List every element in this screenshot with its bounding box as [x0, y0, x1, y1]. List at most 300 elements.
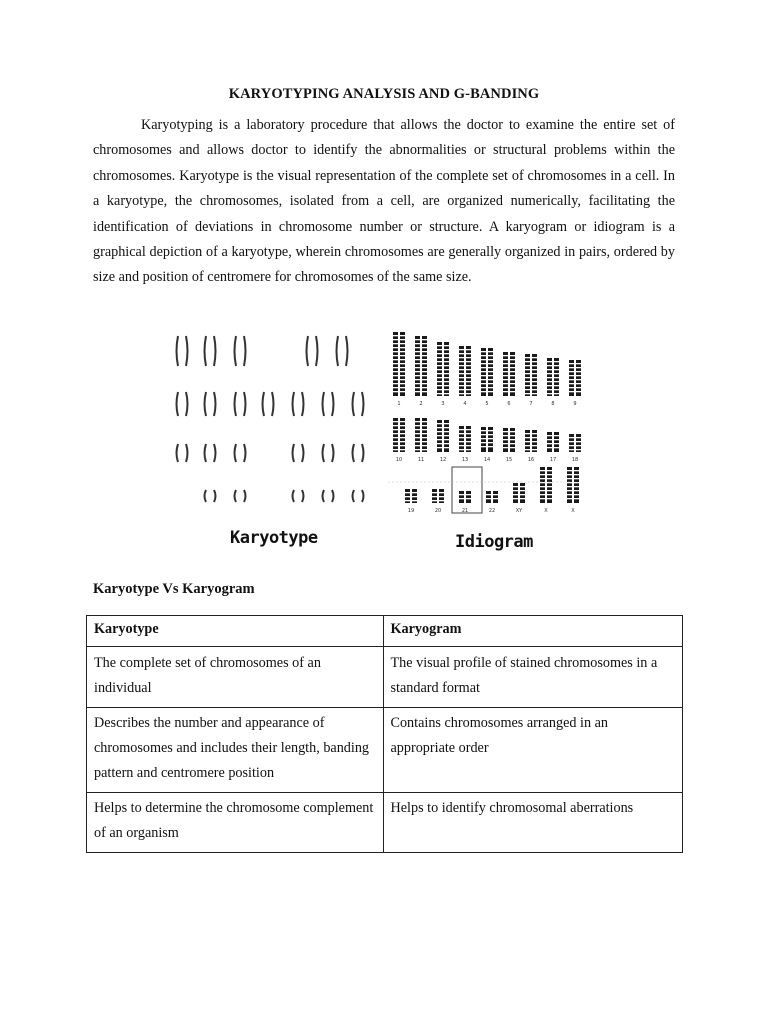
chromosome-mark [362, 392, 364, 416]
chromosome-band [532, 373, 537, 374]
chromosome-band [466, 357, 471, 358]
chromosome-band [437, 385, 442, 386]
chromosome-band [547, 369, 552, 370]
karyotype-idiogram-figure [160, 322, 590, 554]
chromosome-band [540, 498, 545, 499]
chromosome-band [466, 377, 471, 378]
table-cell: Helps to determine the chromosome complement of an organism [87, 793, 384, 853]
chromosome-band [400, 371, 405, 372]
chromosome-band [400, 335, 405, 336]
chromosome-band [503, 439, 508, 440]
chromosome-band [422, 383, 427, 384]
chromosome-bar [415, 418, 420, 452]
chromosome-band [444, 447, 449, 448]
chromosome-band [510, 379, 515, 380]
chromosome-band [432, 492, 437, 493]
chromosome-band [513, 498, 518, 499]
chromosome-mark [235, 392, 237, 416]
chromosome-bar [574, 467, 579, 503]
chromosome-band [510, 447, 515, 448]
chromosome-band [576, 379, 581, 380]
chromosome-band [422, 371, 427, 372]
idiogram-label: 15 [505, 457, 513, 463]
chromosome-band [405, 492, 410, 493]
chromosome-band [503, 431, 508, 432]
chromosome-band [437, 443, 442, 444]
chromosome-band [393, 433, 398, 434]
chromosome-band [466, 373, 471, 374]
chromosome-band [437, 353, 442, 354]
chromosome-band [520, 486, 525, 487]
chromosome-band [488, 387, 493, 388]
chromosome-band [488, 430, 493, 431]
chromosome-mark [177, 444, 179, 462]
chromosome-band [513, 486, 518, 487]
chromosome-bar [459, 491, 464, 503]
chromosome-band [532, 381, 537, 382]
chromosome-band [532, 437, 537, 438]
chromosome-band [415, 425, 420, 426]
chromosome-band [510, 435, 515, 436]
chromosome-band [488, 434, 493, 435]
chromosome-band [459, 433, 464, 434]
chromosome-mark [235, 444, 237, 462]
chromosome-band [415, 371, 420, 372]
chromosome-band [400, 387, 405, 388]
chromosome-band [554, 369, 559, 370]
chromosome-band [547, 490, 552, 491]
chromosome-band [488, 367, 493, 368]
chromosome-band [459, 373, 464, 374]
table-cell: Describes the number and appearance of chromosomes and includes their length, banding pattern and centromere position [87, 708, 384, 793]
chromosome-band [574, 474, 579, 475]
chromosome-band [400, 363, 405, 364]
chromosome-band [554, 381, 559, 382]
chromosome-band [466, 445, 471, 446]
chromosome-mark [214, 444, 216, 462]
chromosome-band [503, 359, 508, 360]
chromosome-mark [235, 336, 237, 366]
idiogram-label: 1 [397, 401, 401, 407]
idiogram-label: 8 [551, 401, 555, 407]
chromosome-band [488, 355, 493, 356]
chromosome-band [400, 429, 405, 430]
idiogram-label: 7 [529, 401, 533, 407]
chromosome-band [520, 490, 525, 491]
chromosome-band [554, 361, 559, 362]
chromosome-band [525, 449, 530, 450]
chromosome-band [569, 375, 574, 376]
chromosome-band [444, 389, 449, 390]
chromosome-band [393, 445, 398, 446]
chromosome-band [459, 498, 464, 499]
chromosome-band [532, 357, 537, 358]
chromosome-band [510, 431, 515, 432]
chromosome-band [532, 369, 537, 370]
chromosome-mark [307, 336, 309, 366]
chromosome-band [422, 363, 427, 364]
chromosome-band [481, 442, 486, 443]
idiogram-label: X [544, 508, 548, 514]
chromosome-band [459, 437, 464, 438]
chromosome-mark [205, 336, 207, 366]
chromosome-band [437, 423, 442, 424]
chromosome-mark [293, 444, 295, 462]
comparison-heading: Karyotype Vs Karyogram [93, 581, 255, 597]
chromosome-band [400, 425, 405, 426]
chromosome-band [415, 383, 420, 384]
chromosome-band [422, 339, 427, 340]
chromosome-band [466, 437, 471, 438]
chromosome-band [525, 441, 530, 442]
chromosome-band [393, 379, 398, 380]
chromosome-band [481, 438, 486, 439]
chromosome-band [422, 387, 427, 388]
chromosome-band [415, 441, 420, 442]
idiogram-label: 13 [461, 457, 469, 463]
chromosome-band [400, 347, 405, 348]
chromosome-mark [186, 392, 188, 416]
chromosome-band [525, 373, 530, 374]
chromosome-band [547, 478, 552, 479]
chromosome-band [466, 494, 471, 495]
chromosome-band [576, 363, 581, 364]
chromosome-band [547, 373, 552, 374]
chromosome-band [567, 478, 572, 479]
chromosome-band [569, 449, 574, 450]
chromosome-band [405, 500, 410, 501]
chromosome-band [422, 343, 427, 344]
chromosome-band [444, 357, 449, 358]
chromosome-band [569, 363, 574, 364]
chromosome-mark [214, 336, 216, 366]
chromosome-band [466, 365, 471, 366]
chromosome-band [466, 361, 471, 362]
chromosome-band [459, 393, 464, 394]
chromosome-band [547, 393, 552, 394]
chromosome-band [540, 474, 545, 475]
chromosome-band [437, 345, 442, 346]
chromosome-band [400, 441, 405, 442]
chromosome-band [415, 359, 420, 360]
chromosome-band [415, 347, 420, 348]
chromosome-band [547, 443, 552, 444]
chromosome-band [493, 498, 498, 499]
chromosome-band [444, 439, 449, 440]
chromosome-band [393, 383, 398, 384]
chromosome-band [393, 391, 398, 392]
chromosome-band [412, 496, 417, 497]
chromosome-band [400, 449, 405, 450]
chromosome-band [437, 427, 442, 428]
chromosome-band [488, 379, 493, 380]
chromosome-band [422, 355, 427, 356]
chromosome-band [569, 383, 574, 384]
chromosome-band [576, 391, 581, 392]
chromosome-band [569, 371, 574, 372]
chromosome-band [510, 383, 515, 384]
chromosome-band [439, 500, 444, 501]
chromosome-band [415, 363, 420, 364]
chromosome-band [439, 492, 444, 493]
chromosome-band [481, 371, 486, 372]
chromosome-band [554, 393, 559, 394]
chromosome-band [547, 361, 552, 362]
chromosome-band [481, 434, 486, 435]
idiogram-label: 16 [527, 457, 535, 463]
chromosome-mark [205, 490, 207, 502]
chromosome-band [554, 389, 559, 390]
chromosome-band [459, 353, 464, 354]
chromosome-mark [337, 336, 339, 366]
chromosome-band [422, 425, 427, 426]
chromosome-band [567, 486, 572, 487]
chromosome-band [422, 391, 427, 392]
chromosome-band [422, 367, 427, 368]
chromosome-band [547, 435, 552, 436]
idiogram-label: XY [515, 508, 523, 514]
chromosome-band [576, 371, 581, 372]
chromosome-band [547, 385, 552, 386]
chromosome-band [503, 387, 508, 388]
idiogram-label: 9 [573, 401, 577, 407]
chromosome-band [525, 369, 530, 370]
chromosome-band [503, 443, 508, 444]
chromosome-band [540, 470, 545, 471]
chromosome-band [437, 439, 442, 440]
chromosome-band [510, 375, 515, 376]
chromosome-band [525, 377, 530, 378]
chromosome-mark [205, 392, 207, 416]
chromosome-band [547, 486, 552, 487]
chromosome-band [459, 389, 464, 390]
chromosome-band [532, 385, 537, 386]
chromosome-band [488, 438, 493, 439]
chromosome-band [459, 381, 464, 382]
chromosome-bar [493, 491, 498, 503]
chromosome-band [400, 379, 405, 380]
chromosome-mark [244, 490, 246, 502]
chromosome-band [459, 385, 464, 386]
chromosome-band [525, 393, 530, 394]
idiogram-label: 17 [549, 457, 557, 463]
chromosome-band [459, 441, 464, 442]
chromosome-band [393, 429, 398, 430]
idiogram-label: 20 [434, 508, 442, 514]
chromosome-mark [302, 392, 304, 416]
chromosome-band [513, 490, 518, 491]
chromosome-band [393, 355, 398, 356]
table-cell: Helps to identify chromosomal aberrations [383, 793, 683, 853]
chromosome-band [422, 359, 427, 360]
chromosome-band [574, 494, 579, 495]
chromosome-band [503, 435, 508, 436]
idiogram-label: 18 [571, 457, 579, 463]
chromosome-band [400, 343, 405, 344]
chromosome-bar [503, 352, 508, 396]
chromosome-mark [353, 490, 355, 502]
chromosome-band [400, 355, 405, 356]
chromosome-band [459, 449, 464, 450]
chromosome-band [569, 437, 574, 438]
chromosome-mark [362, 490, 364, 502]
chromosome-mark [353, 392, 355, 416]
chromosome-mark [302, 444, 304, 462]
chromosome-band [503, 355, 508, 356]
table-row [87, 793, 683, 853]
chromosome-bar [567, 467, 572, 503]
chromosome-band [393, 449, 398, 450]
chromosome-band [393, 347, 398, 348]
chromosome-band [481, 383, 486, 384]
chromosome-band [393, 339, 398, 340]
chromosome-mark [214, 490, 216, 502]
chromosome-band [444, 427, 449, 428]
table-row [87, 647, 683, 708]
chromosome-band [532, 361, 537, 362]
chromosome-band [422, 433, 427, 434]
chromosome-band [400, 351, 405, 352]
chromosome-band [532, 433, 537, 434]
chromosome-band [444, 443, 449, 444]
idiogram-label: 2 [419, 401, 423, 407]
idiogram-label: 4 [463, 401, 467, 407]
chromosome-band [525, 389, 530, 390]
chromosome-band [510, 443, 515, 444]
chromosome-band [503, 379, 508, 380]
chromosome-band [567, 470, 572, 471]
chromosome-band [486, 494, 491, 495]
chromosome-band [412, 500, 417, 501]
chromosome-band [466, 433, 471, 434]
intro-paragraph: Karyotyping is a laboratory procedure that allows the doctor to examine the entire set of chromosomes and allows doctor to identify the abnormalities or structural problems within the chromosomes. Karyotype is the visual representation of the complete set of chromosomes in a cell. In a karyotype, the chromosomes, isolated from a cell, are organized numerically, facilitating the identification of deviations in chromosome number or structure. A karyogram or idiogram is a graphical depiction of a karyotype, wherein chromosomes are generally organized in pairs, ordered by size and position of centromere for chromosomes of the same size. [93, 117, 675, 286]
chromosome-band [510, 355, 515, 356]
chromosome-band [466, 385, 471, 386]
chromosome-band [437, 361, 442, 362]
chromosome-band [481, 446, 486, 447]
chromosome-band [459, 365, 464, 366]
chromosome-band [503, 363, 508, 364]
chromosome-mark [244, 336, 246, 366]
chromosome-band [415, 429, 420, 430]
chromosome-band [412, 492, 417, 493]
chromosome-band [547, 389, 552, 390]
chromosome-band [415, 437, 420, 438]
chromosome-band [554, 443, 559, 444]
chromosome-band [488, 375, 493, 376]
chromosome-band [574, 490, 579, 491]
chromosome-band [576, 445, 581, 446]
chromosome-band [569, 387, 574, 388]
chromosome-band [422, 351, 427, 352]
chromosome-band [520, 498, 525, 499]
chromosome-band [437, 349, 442, 350]
chromosome-band [466, 381, 471, 382]
chromosome-band [422, 421, 427, 422]
chromosome-band [547, 474, 552, 475]
chromosome-bar [569, 360, 574, 396]
chromosome-band [400, 391, 405, 392]
chromosome-band [532, 389, 537, 390]
chromosome-band [481, 367, 486, 368]
karyotype-caption: Karyotype [230, 528, 318, 548]
chromosome-band [576, 387, 581, 388]
chromosome-mark [186, 336, 188, 366]
chromosome-band [547, 439, 552, 440]
chromosome-band [415, 449, 420, 450]
chromosome-band [393, 359, 398, 360]
chromosome-band [567, 490, 572, 491]
chromosome-band [415, 351, 420, 352]
chromosome-band [437, 377, 442, 378]
chromosome-band [576, 367, 581, 368]
chromosome-band [481, 359, 486, 360]
chromosome-bar [400, 418, 405, 452]
chromosome-band [567, 498, 572, 499]
chromosome-band [466, 393, 471, 394]
chromosome-band [481, 351, 486, 352]
chromosome-mark [332, 392, 334, 416]
chromosome-band [510, 363, 515, 364]
idiogram-label: 10 [395, 457, 403, 463]
chromosome-band [400, 359, 405, 360]
chromosome-band [400, 433, 405, 434]
chromosome-band [540, 490, 545, 491]
chromosome-band [547, 470, 552, 471]
chromosome-band [393, 335, 398, 336]
chromosome-band [432, 500, 437, 501]
chromosome-band [466, 441, 471, 442]
chromosome-band [576, 441, 581, 442]
chromosome-band [422, 347, 427, 348]
chromosome-band [488, 351, 493, 352]
chromosome-band [437, 381, 442, 382]
chromosome-band [393, 421, 398, 422]
table-row [87, 708, 683, 793]
chromosome-band [503, 367, 508, 368]
chromosome-band [532, 441, 537, 442]
chromosome-band [547, 494, 552, 495]
chromosome-band [525, 357, 530, 358]
chromosome-band [481, 375, 486, 376]
idiogram-caption: Idiogram [455, 532, 533, 552]
chromosome-band [567, 494, 572, 495]
chromosome-band [444, 361, 449, 362]
chromosome-band [422, 445, 427, 446]
chromosome-bar [486, 491, 491, 503]
chromosome-band [393, 343, 398, 344]
chromosome-band [444, 385, 449, 386]
chromosome-band [422, 441, 427, 442]
chromosome-band [576, 449, 581, 450]
chromosome-band [574, 482, 579, 483]
chromosome-band [444, 373, 449, 374]
chromosome-band [503, 371, 508, 372]
chromosome-band [439, 496, 444, 497]
chromosome-band [576, 375, 581, 376]
chromosome-band [525, 361, 530, 362]
chromosome-band [503, 391, 508, 392]
chromosome-band [510, 391, 515, 392]
chromosome-mark [214, 392, 216, 416]
chromosome-band [513, 494, 518, 495]
chromosome-band [525, 437, 530, 438]
header-karyotype: Karyotype [87, 616, 384, 647]
chromosome-band [415, 391, 420, 392]
chromosome-mark [244, 392, 246, 416]
chromosome-band [437, 389, 442, 390]
chromosome-band [444, 365, 449, 366]
